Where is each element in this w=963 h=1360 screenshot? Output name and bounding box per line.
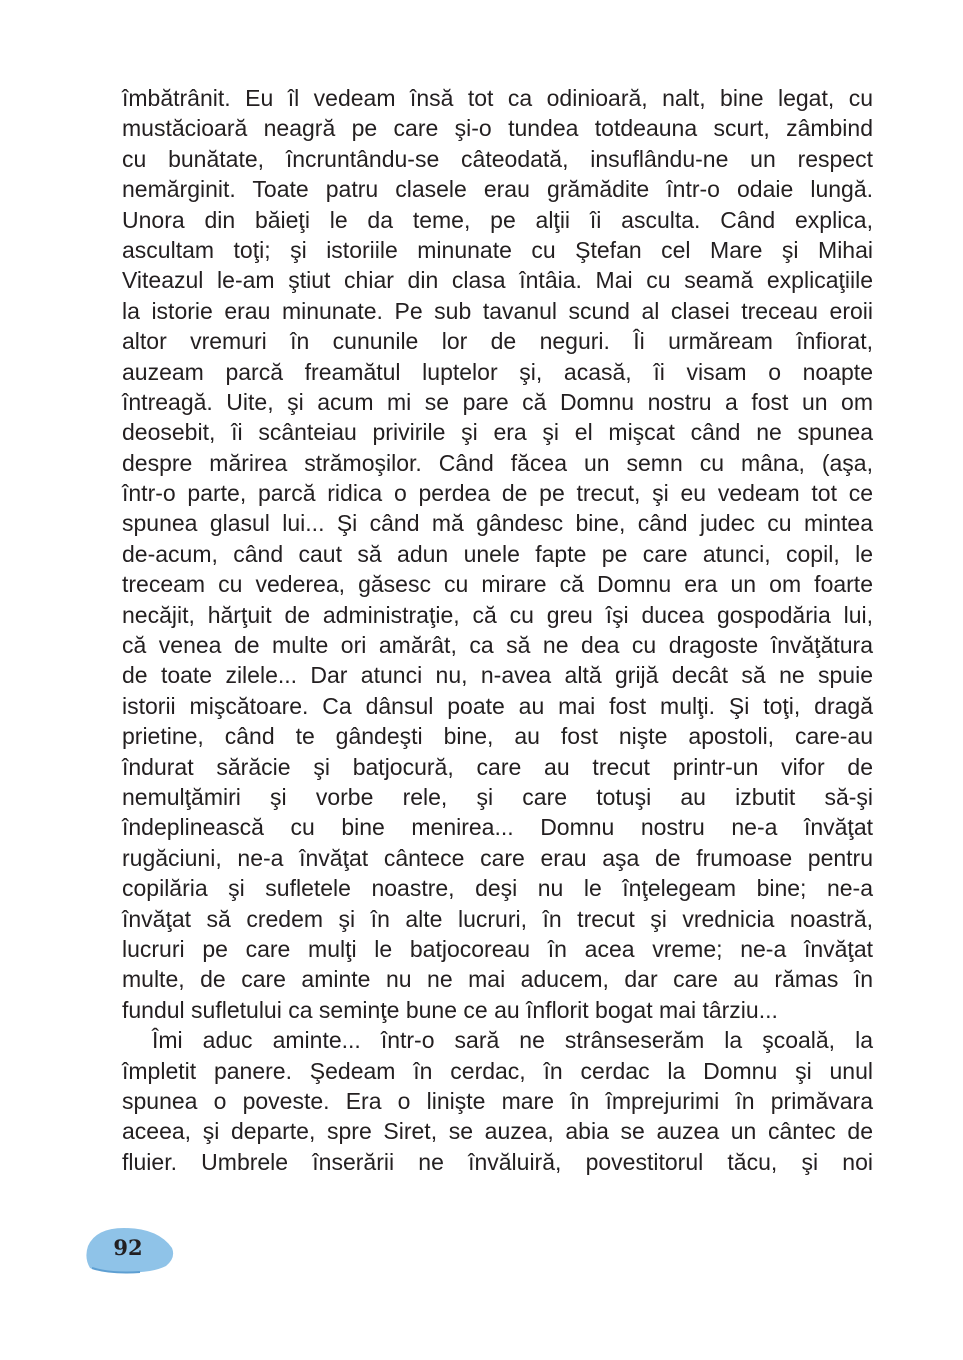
text-line: altor vremuri în cununile lor de neguri. Îi urmăream înfiorat,: [122, 328, 873, 355]
text-line: multe, de care aminte nu ne mai aducem, dar care au rămas în: [122, 966, 873, 993]
text-line: spunea glasul lui... Şi când mă gândesc bine, când judec cu mintea: [122, 510, 873, 537]
text-line: Viteazul le-am ştiut chiar din clasa întâia. Mai cu seamă explicaţiile: [122, 267, 873, 294]
text-line: Îmi aduc aminte... într-o sară ne strânseserăm la şcoală, la: [152, 1027, 873, 1054]
text-line: necăjit, hărţuit de administraţie, că cu greu îşi ducea gospodăria lui,: [122, 601, 873, 628]
page-number: 92: [113, 1235, 143, 1260]
text-line: de toate zilele... Dar atunci nu, n-avea altă grijă decât să ne spuie: [122, 662, 873, 689]
text-line: întreagă. Uite, şi acum mi se pare că Domnu nostru a fost un om: [122, 388, 873, 415]
text-line: auzeam parcă freamătul luptelor şi, acasă, îi visam o noapte: [122, 358, 873, 385]
text-line: îndurat sărăcie şi batjocură, care au trecut printr-un vifor de: [122, 753, 873, 780]
text-line: ascultam toţi; şi istoriile minunate cu Ştefan cel Mare şi Mihai: [122, 236, 873, 263]
text-line: de-acum, când caut să adun unele fapte pe care atunci, copil, le: [122, 540, 873, 567]
text-line: cu bunătate, încruntându-se câteodată, insuflându-ne un respect: [122, 145, 873, 172]
text-line: istorii mişcătoare. Ca dânsul poate au mai fost mulţi. Şi toţi, dragă: [122, 692, 873, 719]
text-line: învăţat să credem şi în alte lucruri, în trecut şi vrednicia noastră,: [122, 905, 873, 932]
text-line: fluier. Umbrele înserării ne învăluiră, povestitorul tăcu, şi noi: [122, 1148, 873, 1175]
text-line: împletit panere. Şedeam în cerdac, în cerdac la Domnu şi unul: [122, 1057, 873, 1084]
text-line: Unora din băieţi le da teme, pe alţii îi asculta. Când explica,: [122, 206, 873, 233]
text-line: nemulţămiri şi vorbe rele, şi care totuşi au izbutit să-şi: [122, 783, 873, 810]
text-line: spunea o poveste. Era o linişte mare în împrejurimi în primăvara: [122, 1087, 873, 1114]
text-line: într-o parte, parcă ridica o perdea de pe trecut, şi eu vedeam tot ce: [122, 480, 873, 507]
text-line: nemărginit. Toate patru clasele erau grămădite într-o odaie lungă.: [122, 176, 873, 203]
text-line: îndeplinească cu bine menirea... Domnu nostru ne-a învăţat: [122, 814, 873, 841]
page-number-badge: [80, 1222, 176, 1274]
text-line: lucruri pe care mulţi le batjocoreau în acea vreme; ne-a învăţat: [122, 935, 873, 962]
text-line: treceam cu vederea, găsesc cu mirare că Domnu era un om foarte: [122, 571, 873, 598]
paragraph-1: [122, 83, 873, 1025]
text-line: fundul sufletului ca seminţe bune ce au înflorit bogat mai târziu...: [122, 996, 778, 1023]
text-line: că venea de multe ori amărât, ca să ne dea cu dragoste învăţătura: [122, 632, 873, 659]
text-line: copilăria şi sufletele noastre, deşi nu le înţelegeam bine; ne-a: [122, 875, 873, 902]
text-line: despre mărirea strămoşilor. Când făcea un semn cu mâna, (aşa,: [122, 449, 873, 476]
paragraph-2: [122, 1025, 873, 1177]
body-text: [122, 83, 873, 1177]
text-line: la istorie erau minunate. Pe sub tavanul scund al clasei treceau eroii: [122, 297, 873, 324]
text-line: îmbătrânit. Eu îl vedeam însă tot ca odinioară, nalt, bine legat, cu: [122, 85, 873, 111]
text-line: deosebit, îi scânteiau privirile şi era şi el mişcat când ne spunea: [122, 419, 873, 446]
text-line: prietine, când te gândeşti bine, au fost nişte apostoli, care-au: [122, 723, 873, 750]
text-line: mustăcioară neagră pe care şi-o tundea totdeauna scurt, zâmbind: [122, 115, 873, 142]
text-line: aceea, şi departe, spre Siret, se auzea, abia se auzea un cântec de: [122, 1118, 873, 1145]
text-line: rugăciuni, ne-a învăţat cântece care erau aşa de frumoase pentru: [122, 844, 873, 871]
